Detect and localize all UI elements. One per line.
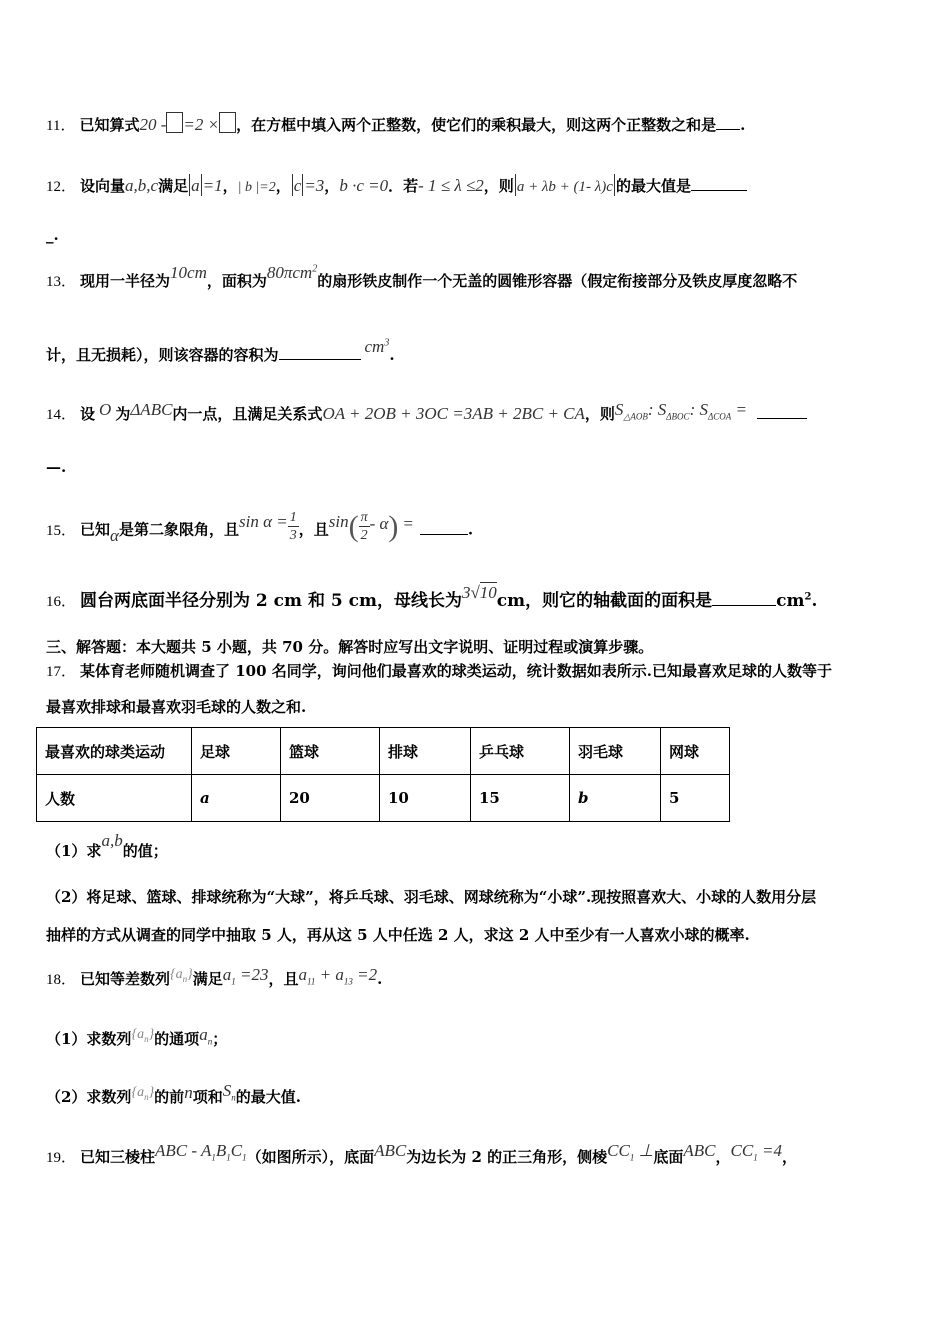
- table-header-cell: 足球: [192, 728, 281, 775]
- answer-box-icon: [166, 112, 183, 133]
- question-17-continued: 最喜欢排球和最喜欢羽毛球的人数之和.: [46, 698, 307, 716]
- table-header-cell: 羽毛球: [570, 728, 661, 775]
- question-14-continued: —.: [46, 458, 67, 476]
- question-17-part-2-continued: 抽样的方式从调查的同学中抽取 5 人，再从这 5 人中任选 2 人，求这 2 人中至少有一人喜欢小球的概率.: [46, 926, 750, 944]
- sports-table: [36, 727, 730, 822]
- answer-box-icon: [219, 112, 236, 133]
- answer-blank: [757, 404, 807, 419]
- table-row: [37, 775, 730, 822]
- question-18: 18． 已知等差数列$\{a_n\}$满足$a_1 =23$，且$a_{11} + a_{13} =2$.: [46, 965, 383, 988]
- answer-blank: [712, 591, 776, 606]
- question-12: 12． 设向量a,b,c满足 a =1，| b |=2， c =3，b ·c =0．若- 1 ≤ λ ≤2，则 a + λb + (1- λ)c 的最大值是: [46, 174, 747, 196]
- question-19: 19． 已知三棱柱ABC - $A_1B_1C_1$（如图所示），底面ABC为边长为 2 的正三角形，侧棱$CC_1$ ⊥底面ABC，$CC_1 =4$，: [46, 1141, 797, 1166]
- question-17: 17． 某体育老师随机调查了 100 名同学，询问他们最喜欢的球类运动，统计数据如表所示.已知最喜欢足球的人数等于: [46, 662, 832, 680]
- question-11: 11． 已知算式20 - =2 × ，在方框中填入两个正整数，使它们的乘积最大，则这两个正整数之和是 .: [46, 112, 745, 135]
- table-cell: 20: [281, 775, 380, 822]
- table-cell: 人数: [37, 775, 192, 822]
- question-18-part-2: （2）求数列$\{a_n\}$的前n项和$S_n$的最大值.: [46, 1081, 301, 1106]
- table-header-cell: 最喜欢的球类运动: [37, 728, 192, 775]
- question-17-part-2: （2）将足球、篮球、排球统称为“大球”，将乒乓球、羽毛球、网球统称为“小球”.现按照喜欢大、小球的人数用分层: [46, 888, 817, 906]
- table-header-cell: 篮球: [281, 728, 380, 775]
- table-header-cell: 排球: [380, 728, 471, 775]
- question-13: 13． 现用一半径为10cm，面积为80πcm$^2$的扇形铁皮制作一个无盖的圆锥形容器（假定衔接部分及铁皮厚度忽略不: [46, 263, 798, 290]
- table-cell: 15: [471, 775, 570, 822]
- table-cell: a: [192, 775, 281, 822]
- question-13-continued: 计，且无损耗），则该容器的容积为 $cm^3$.: [46, 337, 395, 364]
- question-17-part-1: （1）求a,b的值；: [46, 831, 168, 860]
- fraction: $\frac{1}{3}$: [289, 510, 297, 543]
- question-14: 14． 设 O 为ΔABC内一点，且满足关系式OA + 2OB + 3OC =3AB + 2BC + CA，则$S_{\triangle AOB}$: $S_{\Delta BOC}$: $S_{\Delta COA}$ =: [46, 403, 807, 426]
- question-12-continued: _.: [46, 226, 59, 244]
- question-18-part-1: （1）求数列$\{a_n\}$的通项$a_n$；: [46, 1025, 228, 1048]
- table-cell: 10: [380, 775, 471, 822]
- table-header-cell: 网球: [661, 728, 730, 775]
- answer-blank: [691, 176, 747, 191]
- question-number: 11．: [46, 118, 76, 134]
- section-heading: 三、解答题：本大题共 5 小题，共 70 分。解答时应写出文字说明、证明过程或演算步骤。: [46, 638, 654, 656]
- answer-blank: [279, 345, 361, 360]
- table-header-row: [37, 728, 730, 775]
- table-header-cell: 乒乓球: [471, 728, 570, 775]
- answer-blank: [420, 520, 468, 535]
- fraction: $\frac{\pi}{2}$: [360, 510, 368, 543]
- question-15: 15． 已知α是第二象限角，且sin α = $\frac{1}{3}$ ，且sin( $\frac{\pi}{2}$ - α) = .: [46, 509, 474, 545]
- table-cell: 5: [661, 775, 730, 822]
- answer-blank: [716, 115, 740, 130]
- table-cell: b: [570, 775, 661, 822]
- question-16: 16． 圆台两底面半径分别为 2 cm 和 5 cm，母线长为3√10cm，则它的轴截面的面积是 $cm^2$.: [46, 583, 818, 611]
